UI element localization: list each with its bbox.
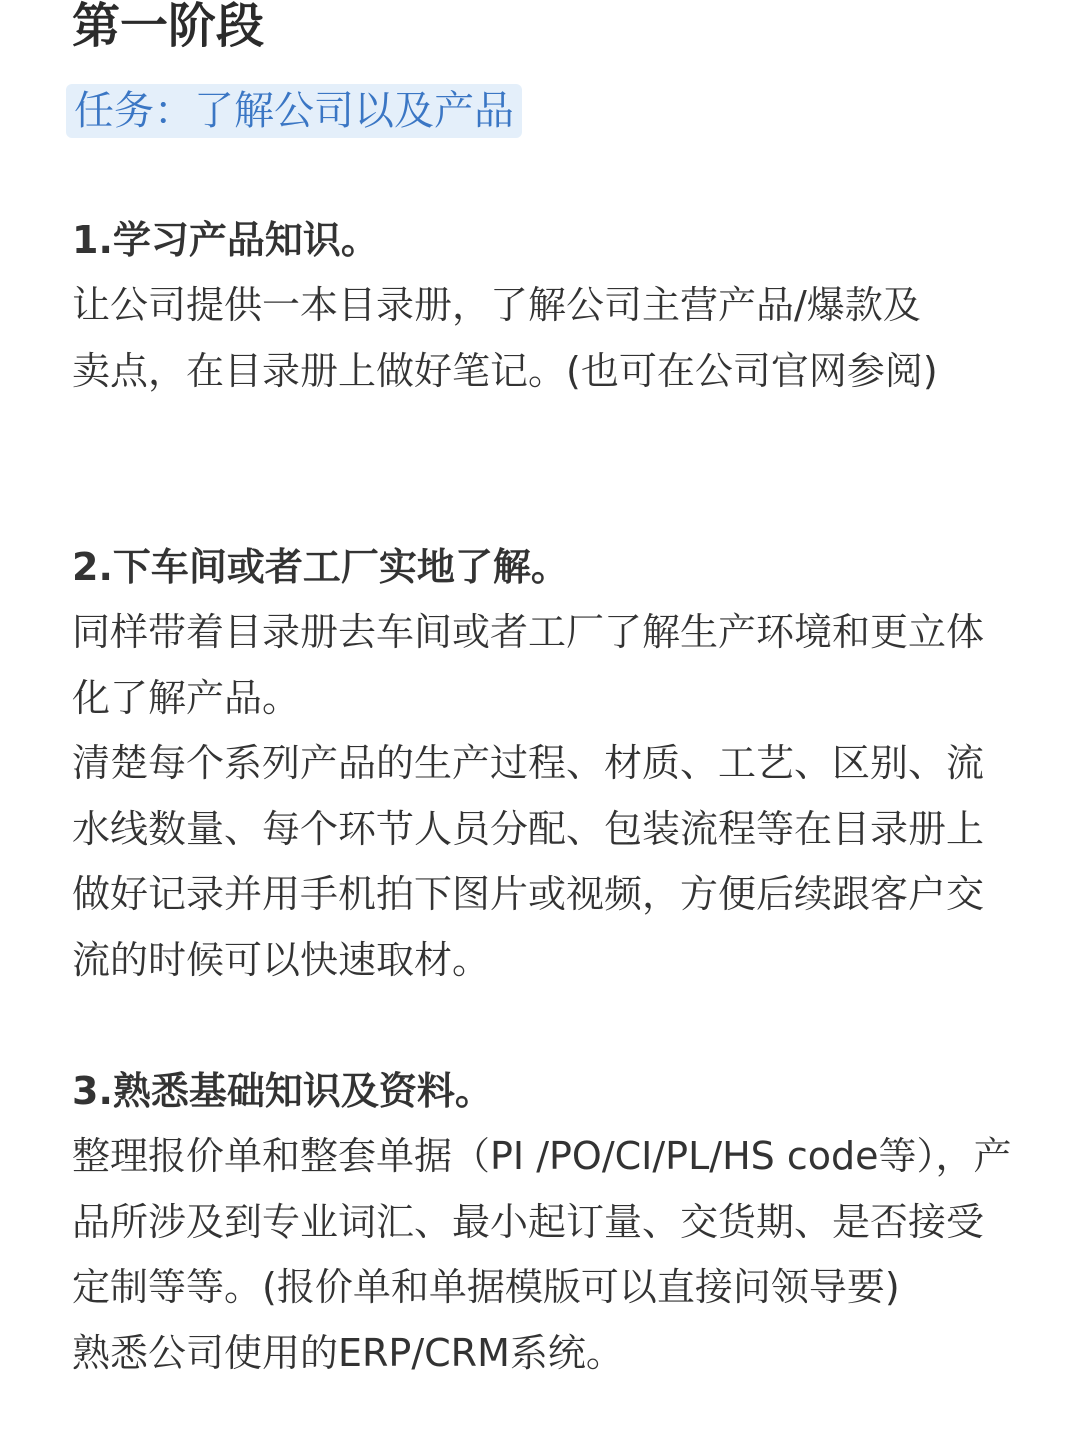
section-heading: 1.学习产品知识。: [72, 218, 379, 262]
section-paragraph: 同样带着目录册去车间或者工厂了解生产环境和更立体化了解产品。: [72, 610, 985, 720]
section-paragraph: 让公司提供一本目录册，了解公司主营产品/爆款及卖点，在目录册上做好笔记。(也可在公司官网参阅): [72, 283, 938, 393]
section-paragraph: 熟悉公司使用的ERP/CRM系统。: [72, 1330, 624, 1375]
section-heading: 2.下车间或者工厂实地了解。: [72, 545, 569, 589]
section-basic-knowledge: [72, 1058, 1012, 1386]
section-heading: 3.熟悉基础知识及资料。: [72, 1069, 493, 1113]
section-factory-visit: [72, 534, 1012, 993]
section-paragraph: 整理报价单和整套单据（PI /PO/CI/PL/HS code等），产品所涉及到专业词汇、最小起订量、交货期、是否接受定制等等。(报价单和单据模版可以直接问领导要): [72, 1134, 1012, 1309]
section-product-knowledge: [72, 207, 952, 404]
stage-title: 第一阶段: [72, 0, 265, 54]
task-highlight: 任务：了解公司以及产品: [66, 84, 522, 138]
section-paragraph: 清楚每个系列产品的生产过程、材质、工艺、区别、流水线数量、每个环节人员分配、包装流程等在目录册上做好记录并用手机拍下图片或视频，方便后续跟客户交流的时候可以快速取材。: [72, 741, 985, 982]
